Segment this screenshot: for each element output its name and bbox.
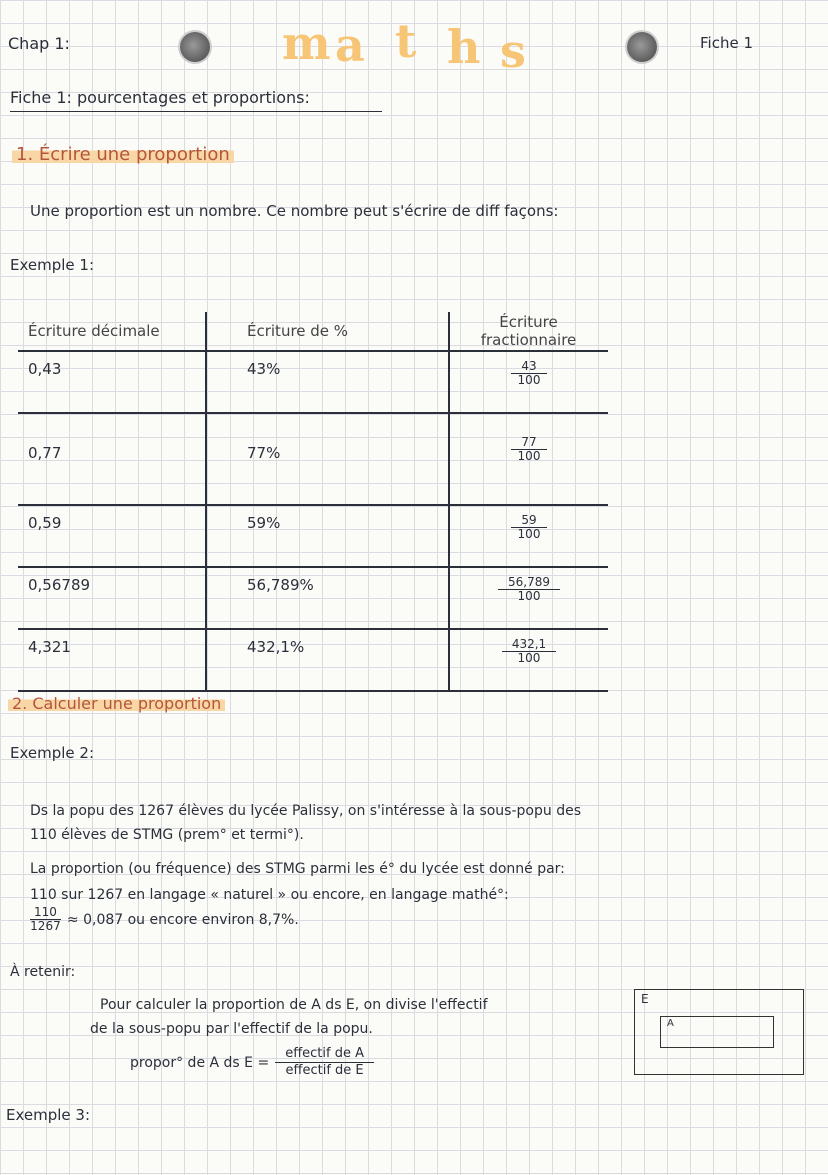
retenir-label: À retenir:: [10, 964, 76, 980]
proportion-table: [18, 312, 608, 692]
venn-inner-set: [660, 1016, 774, 1048]
chapter-label: Chap 1:: [8, 34, 70, 53]
fraction-cell: [449, 629, 608, 691]
fraction-denominator: 100: [517, 373, 541, 387]
example2-label: Exemple 2:: [10, 744, 95, 762]
fraction-cell: [449, 567, 608, 629]
fraction-numerator: 77: [511, 436, 546, 450]
fraction-denominator: 100: [517, 527, 541, 541]
fraction: [511, 360, 546, 387]
header-fraction: Écriture fractionnaire: [449, 312, 608, 351]
example2-line-2: 110 élèves de STMG (prem° et termi°).: [30, 827, 304, 843]
retenir-formula: [130, 1046, 374, 1079]
header-decimal: Écriture décimale: [18, 312, 206, 351]
example2-line-4: 110 sur 1267 en langage « naturel » ou encore, en langage mathé°:: [30, 887, 509, 903]
decimal-cell: 4,321: [18, 629, 206, 691]
fraction-cell: [449, 413, 608, 505]
formula-prefix: propor° de A ds E =: [130, 1054, 270, 1071]
percent-cell: 432,1%: [206, 629, 449, 691]
table-row: [18, 567, 608, 629]
title-letter-s: s: [500, 24, 528, 78]
example2-calc: [30, 906, 299, 933]
fraction-cell: [449, 505, 608, 567]
section2-heading-text: 2. Calculer une proportion: [8, 694, 225, 713]
retenir-line-2: de la sous-popu par l'effectif de la popu.: [90, 1021, 373, 1037]
table-header-row: [18, 312, 608, 351]
title-letter-h: h: [447, 20, 483, 74]
formula-fraction: [275, 1046, 374, 1079]
decimal-cell: 0,77: [18, 413, 206, 505]
title-letter-a: a: [335, 18, 367, 72]
calc-fraction: [30, 906, 61, 933]
fraction-denominator: 100: [517, 651, 541, 665]
decimal-cell: 0,59: [18, 505, 206, 567]
fraction-denominator: 100: [517, 589, 541, 603]
calc-result: ≈ 0,087 ou encore environ 8,7%.: [66, 911, 299, 928]
table-row: [18, 351, 608, 413]
fraction: [502, 638, 556, 665]
section1-intro: Une proportion est un nombre. Ce nombre peut s'écrire de diff façons:: [30, 202, 559, 220]
percent-cell: 43%: [206, 351, 449, 413]
fraction: [511, 514, 546, 541]
formula-denominator: effectif de E: [285, 1063, 364, 1078]
title-letter-t: t: [395, 14, 419, 68]
header-percent: Écriture de %: [206, 312, 449, 351]
percent-cell: 56,789%: [206, 567, 449, 629]
example2-line-1: Ds la popu des 1267 élèves du lycée Palissy, on s'intéresse à la sous-popu des: [30, 803, 581, 819]
percent-cell: 77%: [206, 413, 449, 505]
decimal-cell: 0,43: [18, 351, 206, 413]
page-subtitle: Fiche 1: pourcentages et proportions:: [10, 88, 382, 112]
calc-denominator: 1267: [30, 919, 61, 933]
table-row: [18, 505, 608, 567]
example2-line-3: La proportion (ou fréquence) des STMG parmi les é° du lycée est donné par:: [30, 861, 565, 877]
binder-hole-left: [180, 32, 210, 62]
section1-heading-text: 1. Écrire une proportion: [12, 144, 234, 165]
binder-hole-right: [627, 32, 657, 62]
section1-heading: [12, 144, 234, 165]
formula-numerator: effectif de A: [275, 1046, 374, 1063]
example3-label: Exemple 3:: [6, 1106, 91, 1124]
fraction-numerator: 56,789: [498, 576, 560, 590]
table-row: [18, 629, 608, 691]
fraction-numerator: 59: [511, 514, 546, 528]
fraction: [511, 436, 546, 463]
sheet-label: Fiche 1: [700, 34, 753, 52]
title-letter-m: m: [282, 16, 333, 70]
calc-numerator: 110: [30, 906, 61, 920]
example1-label: Exemple 1:: [10, 256, 95, 274]
percent-cell: 59%: [206, 505, 449, 567]
fraction-cell: [449, 351, 608, 413]
fraction-denominator: 100: [517, 449, 541, 463]
retenir-line-1: Pour calculer la proportion de A ds E, on divise l'effectif: [100, 997, 488, 1013]
fraction-numerator: 432,1: [502, 638, 556, 652]
section2-heading: [8, 694, 225, 713]
table-row: [18, 413, 608, 505]
fraction-numerator: 43: [511, 360, 546, 374]
venn-outer-label: E: [641, 992, 649, 1006]
venn-inner-label: A: [667, 1018, 674, 1029]
decimal-cell: 0,56789: [18, 567, 206, 629]
fraction: [498, 576, 560, 603]
